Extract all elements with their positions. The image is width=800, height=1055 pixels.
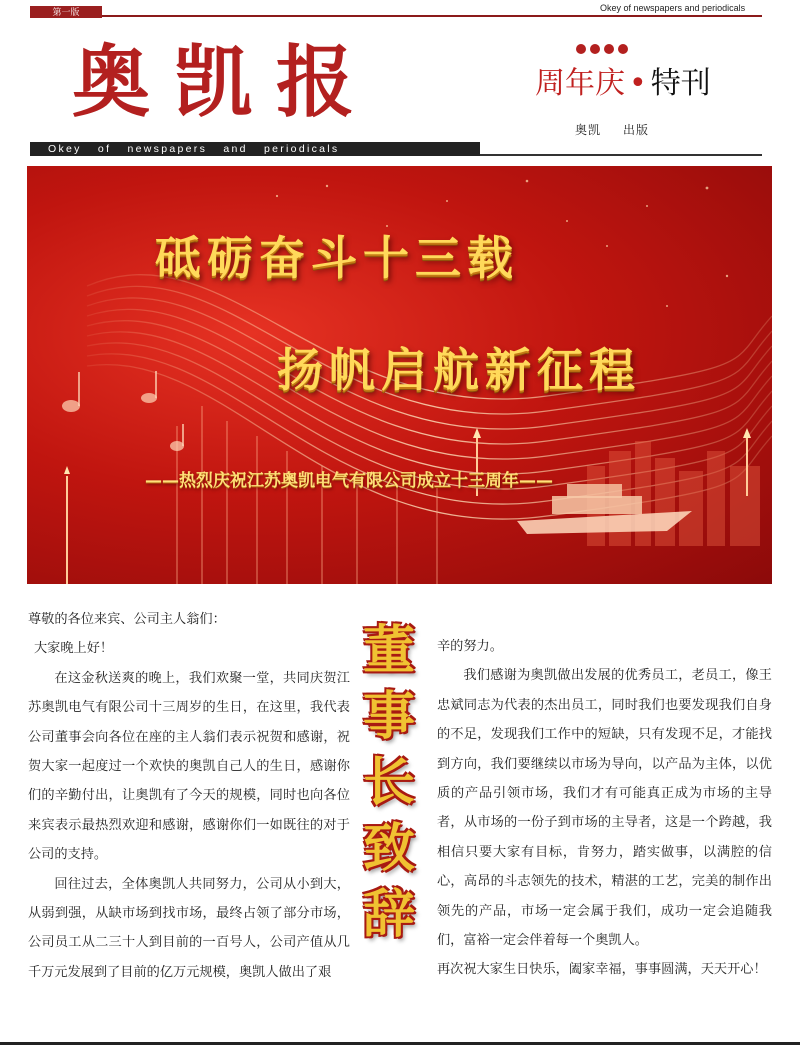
article-right-column <box>437 632 772 985</box>
top-right-english: Okey of newspapers and periodicals <box>600 3 746 13</box>
banner-subtitle: ——热烈庆祝江苏奥凯电气有限公司成立十三周年—— <box>145 471 553 491</box>
left-paragraph-2: 回往过去，全体奥凯人共同努力，公司从小到大，从弱到强，从缺市场到找市场，最终占领了部分市场，公司员工从二三十人到目前的一百号人，公司产值从几千万元发展到了目前的亿万元规模，奥凯人做出了艰 <box>28 876 350 980</box>
title-char: 事 <box>362 686 415 747</box>
right-paragraph-3: 再次祝大家生日快乐，阖家幸福，事事圆满，天天开心！ <box>437 962 767 978</box>
right-paragraph-2: 我们感谢为奥凯做出发展的优秀员工，老员工，像王忠斌同志为代表的杰出员工，同时我们也要发现我们自身的不足，发现我们工作中的短缺，只有发现不足，才能找到方向，我们要继续以市场为导向，以产品为主体，以优质的产品引领市场，我们才有可能真正成为市场的主导者，从市场的一份子到市场的主导者，这是一个跨越，我相信只要大家有目标，肯努力，踏实做事，以满腔的信心，高昂的斗志领先的技术，精湛的工艺，完美的制作出领先的产品，市场一定会属于我们，成功一定会追随我们，富裕一定会伴着每一个奥凯人。 <box>437 668 772 949</box>
chairman-speech-title <box>354 618 424 948</box>
publisher-line <box>575 121 671 138</box>
masthead-title: 奥凯报 <box>72 37 379 128</box>
bottom-rule <box>0 1042 800 1045</box>
left-paragraph-1: 在这金秋送爽的晚上，我们欢聚一堂，共同庆贺江苏奥凯电气有限公司十三周岁的生日，在这里，我代表公司董事会向各位在座的主人翁们表示祝贺和感谢，祝贺大家一起度过一个欢快的奥凯自己人的生日，感谢你们的辛勤付出，让奥凯有了今天的规模，同时也向各位来宾表示最热烈欢迎和感谢，感谢你们一如既往的对于公司的支持。 <box>28 670 350 863</box>
banner-headline-1: 砥砺奋斗十三载 <box>155 231 519 285</box>
title-char: 辞 <box>362 884 415 945</box>
salutation: 尊敬的各位来宾、公司主人翁们： <box>28 612 226 627</box>
article-left-column <box>28 605 350 987</box>
bullet-dot: • <box>629 66 647 101</box>
edition-tag: 第一版 <box>30 6 102 18</box>
greeting: 大家晚上好！ <box>34 641 114 657</box>
special-part2: 特刊 <box>650 66 711 101</box>
decorative-dots <box>576 44 628 54</box>
special-issue-title <box>535 66 711 102</box>
top-rule <box>30 15 762 17</box>
publisher-label: 出版 <box>623 123 650 137</box>
english-tagline-bar: Okey of newspapers and periodicals <box>30 142 480 156</box>
title-char: 致 <box>362 818 415 879</box>
right-paragraph-1: 辛的努力。 <box>437 639 503 654</box>
title-char: 董 <box>362 620 415 681</box>
banner-headline-2: 扬帆启航新征程 <box>277 343 641 397</box>
anniversary-banner <box>27 166 772 584</box>
title-char: 长 <box>362 752 415 813</box>
special-part1: 周年庆 <box>535 66 625 101</box>
publisher-name: 奥凯 <box>575 123 602 137</box>
